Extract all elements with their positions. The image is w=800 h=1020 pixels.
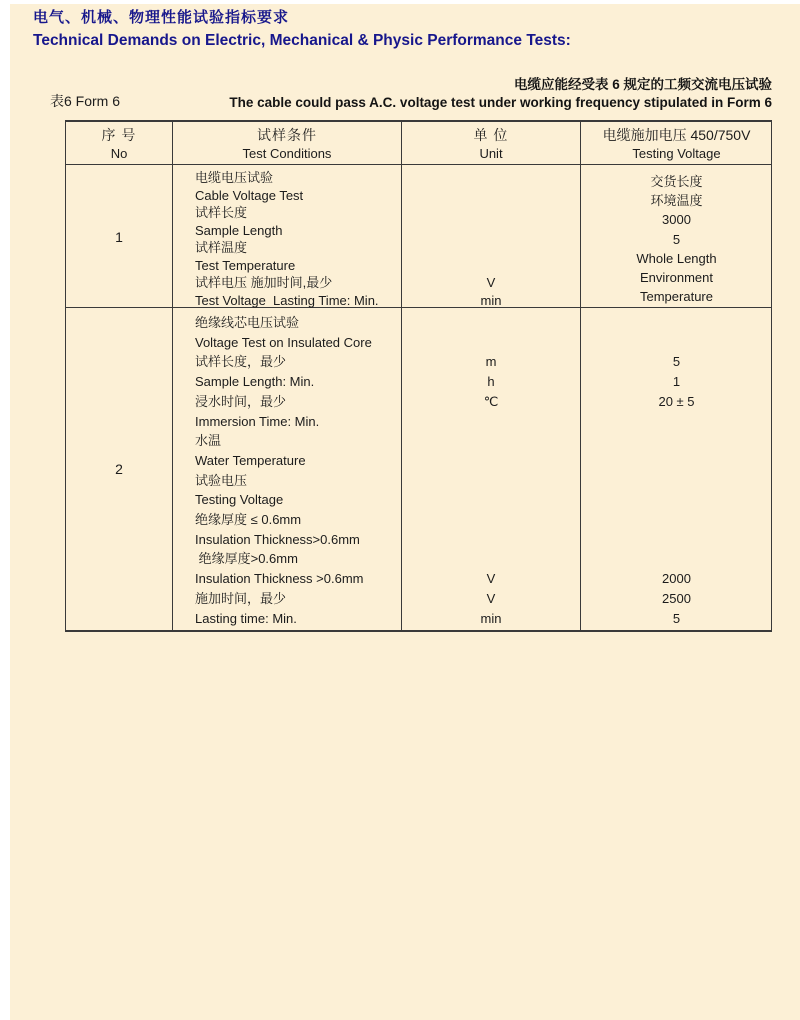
table-cell-line	[402, 490, 580, 510]
table-cell-line: V	[486, 571, 496, 587]
table-cell-line: Voltage Test on Insulated Core	[195, 334, 372, 350]
row1-values	[581, 165, 772, 309]
table-cell-line: 2000	[662, 571, 691, 587]
table-cell-line	[402, 333, 580, 353]
table-cell-line: 5	[672, 610, 681, 626]
table-cell-line	[402, 451, 580, 471]
table-cell-line	[402, 204, 580, 222]
table-cell-line: Test Voltage Lasting Time: Min.	[195, 292, 379, 308]
table-cell-line	[402, 187, 580, 205]
test-requirements-table	[65, 120, 772, 632]
table-cell-line: min	[480, 610, 502, 626]
table-cell-line	[402, 549, 580, 569]
table-cell-line: V	[486, 590, 496, 606]
table-cell-line: Test Temperature	[195, 257, 296, 273]
document-title-english: Technical Demands on Electric, Mechanical & Physic Performance Tests:	[33, 32, 571, 49]
header-unit-en: Unit	[479, 146, 503, 161]
table-cell-line: Environment	[640, 270, 713, 286]
table-cell-line	[581, 530, 772, 550]
row1-conditions	[173, 165, 402, 309]
table-cell-line	[581, 431, 772, 451]
table-cell-line: 1	[672, 374, 681, 390]
table-cell-line	[402, 222, 580, 240]
table-cell-line	[581, 412, 772, 432]
table-cell-line: 试样温度	[195, 240, 248, 255]
table-cell-line: Whole Length	[636, 250, 717, 266]
table-cell-line: V	[486, 275, 496, 290]
table-cell-line	[581, 510, 772, 530]
table-cell-line: Sample Length: Min.	[195, 374, 315, 390]
table-cell-line: 试验电压	[195, 472, 248, 488]
table-header-row	[66, 122, 771, 165]
table-cell-line	[402, 169, 580, 187]
table-cell-line: Lasting time: Min.	[195, 610, 297, 626]
table-cell-line	[581, 490, 772, 510]
table-cell-line: 5	[672, 231, 681, 247]
table-cell-line: Sample Length	[195, 222, 283, 238]
table-cell-line: 施加时间，最少	[195, 590, 287, 606]
table-cell-line: 交货长度	[650, 174, 703, 189]
table-cell-line: ℃	[483, 393, 499, 409]
table-cell-line	[581, 451, 772, 471]
table-cell-line	[402, 510, 580, 530]
table-cell-line: Temperature	[640, 289, 713, 305]
document-title	[33, 8, 571, 51]
table-cell-line: 环境温度	[650, 193, 703, 209]
header-no	[66, 122, 173, 164]
table-cell-line	[402, 471, 580, 491]
table-cell-line: Insulation Thickness>0.6mm	[195, 531, 360, 547]
table-cell-line: 3000	[662, 212, 691, 228]
table-cell-line: 试样长度	[195, 205, 248, 220]
table-cell-line: 5	[672, 354, 681, 370]
header-testing-voltage-zh: 电缆施加电压 450/750V	[602, 127, 751, 143]
table-cell-line	[581, 333, 772, 353]
table-cell-line	[402, 431, 580, 451]
header-unit	[402, 122, 581, 164]
table-cell-line	[402, 239, 580, 257]
table-cell-line: 绝缘厚度 ≤ 0.6mm	[195, 512, 302, 528]
table-cell-line: 绝缘厚度>0.6mm	[195, 551, 298, 567]
row1-units	[402, 165, 581, 309]
table-cell-line: min	[480, 292, 502, 308]
table-caption	[229, 76, 772, 112]
table-cell-line: 绝缘线芯电压试验	[195, 315, 300, 330]
table-cell-line: 水温	[195, 433, 222, 449]
table-cell-line	[402, 412, 580, 432]
header-test-conditions-en: Test Conditions	[242, 146, 332, 161]
header-test-conditions	[173, 122, 402, 164]
table-cell-line: 浸水时间，最少	[195, 393, 287, 409]
table-cell-line: Water Temperature	[195, 452, 306, 468]
row2-number: 2	[66, 308, 173, 630]
table-cell-line	[581, 313, 772, 333]
table-cell-line: Immersion Time: Min.	[195, 413, 320, 429]
table-cell-line	[581, 549, 772, 569]
header-testing-voltage-en: Testing Voltage	[632, 146, 721, 161]
table-cell-line: 试样长度，最少	[195, 354, 287, 370]
table-cell-line	[402, 257, 580, 275]
table-row	[66, 308, 771, 630]
table-caption-english: The cable could pass A.C. voltage test under working frequency stipulated in Form 6	[229, 95, 772, 110]
header-testing-voltage	[581, 122, 772, 164]
header-no-zh: 序 号	[101, 127, 137, 143]
table-row	[66, 165, 771, 308]
header-test-conditions-zh: 试样条件	[257, 127, 317, 143]
table-cell-line: h	[487, 374, 495, 390]
table-cell-line: 2500	[662, 590, 691, 606]
document-title-chinese: 电气、机械、物理性能试验指标要求	[33, 9, 290, 26]
row2-values	[581, 308, 772, 630]
table-caption-chinese: 电缆应能经受表 6 规定的工频交流电压试验	[513, 77, 772, 92]
row2-units	[402, 308, 581, 630]
row1-number: 1	[66, 165, 173, 309]
table-cell-line	[402, 530, 580, 550]
table-cell-line: 电缆电压试验	[195, 170, 274, 185]
table-cell-line: m	[485, 354, 497, 370]
table-cell-line	[581, 471, 772, 491]
row2-conditions	[173, 308, 402, 630]
table-cell-line: Insulation Thickness >0.6mm	[195, 571, 364, 587]
table-cell-line: 试样电压 施加时间,最少	[195, 275, 333, 290]
table-cell-line: Cable Voltage Test	[195, 187, 304, 203]
table-cell-line: 20 ± 5	[658, 393, 695, 409]
table-cell-line: Testing Voltage	[195, 492, 284, 508]
form-number-label: 表6 Form 6	[50, 93, 121, 109]
table-cell-line	[402, 313, 580, 333]
header-unit-zh: 单 位	[473, 127, 509, 143]
header-no-en: No	[110, 146, 128, 161]
